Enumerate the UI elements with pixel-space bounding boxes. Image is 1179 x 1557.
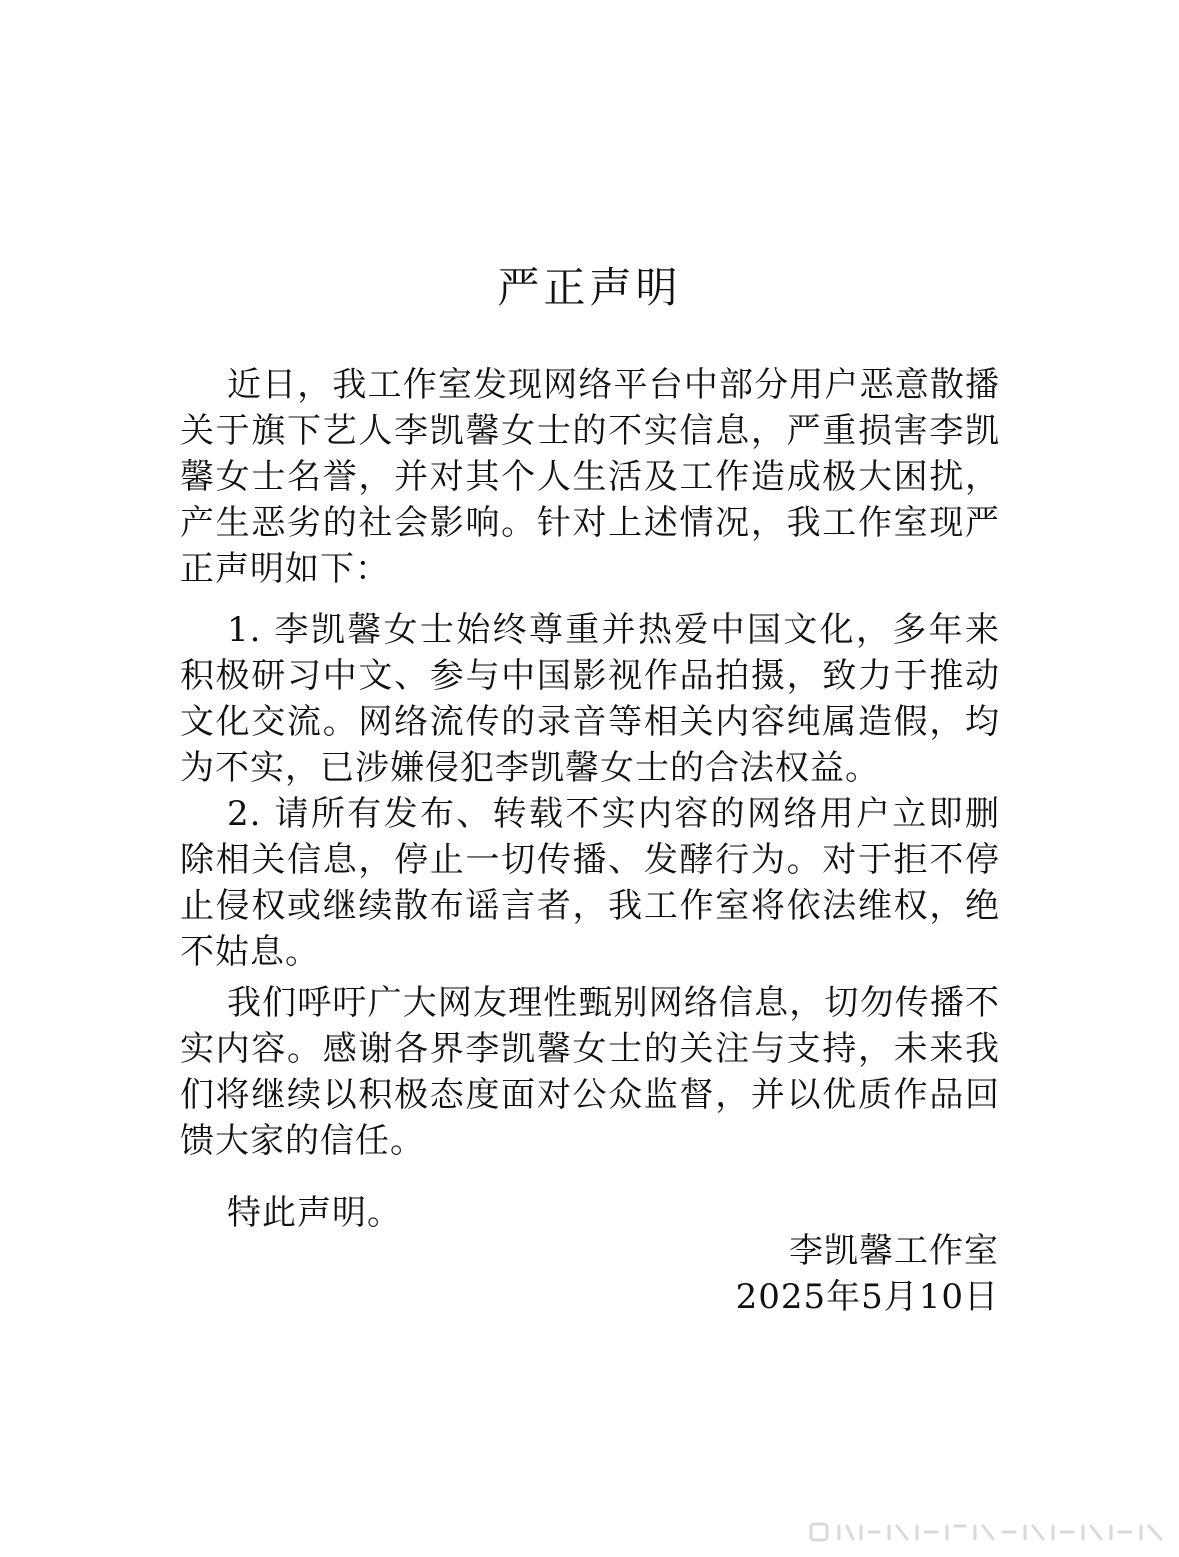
list-item-2-number: 2. [227, 794, 262, 834]
final-line: 特此声明。 [227, 1193, 402, 1233]
list-item-2 [180, 791, 1000, 975]
numbered-list [180, 607, 1000, 975]
list-item-1 [180, 607, 1000, 791]
watermark-graphic [809, 1521, 1169, 1543]
list-item-2-text: 请所有发布、转载不实内容的网络用户立即删除相关信息，停止一切传播、发酵行为。对于拒不停止侵权或继续散布谣言者，我工作室将依法维权，绝不姑息。 [180, 794, 1001, 972]
closing-paragraph: 我们呼吁广大网友理性甄别网络信息，切勿传播不实内容。感谢各界李凯馨女士的关注与支持，未来我们将继续以积极态度面对公众监督，并以优质作品回馈大家的信任。 [180, 983, 1000, 1161]
list-item-1-text: 李凯馨女士始终尊重并热爱中国文化，多年来积极研习中文、参与中国影视作品拍摄，致力于推动文化交流。网络流传的录音等相关内容纯属造假，均为不实，已涉嫌侵犯李凯馨女士的合法权益。 [180, 610, 1001, 788]
signature-date: 2025年5月10日 [735, 1277, 999, 1317]
statement-title: 严正声明 [497, 263, 682, 312]
intro-paragraph: 近日，我工作室发现网络平台中部分用户恶意散播关于旗下艺人李凯馨女士的不实信息，严重损害李凯馨女士名誉，并对其个人生活及工作造成极大困扰，产生恶劣的社会影响。针对上述情况，我工作室现严正声明如下： [180, 365, 1000, 589]
list-item-1-number: 1. [227, 610, 262, 650]
signature-organization: 李凯馨工作室 [789, 1231, 999, 1271]
